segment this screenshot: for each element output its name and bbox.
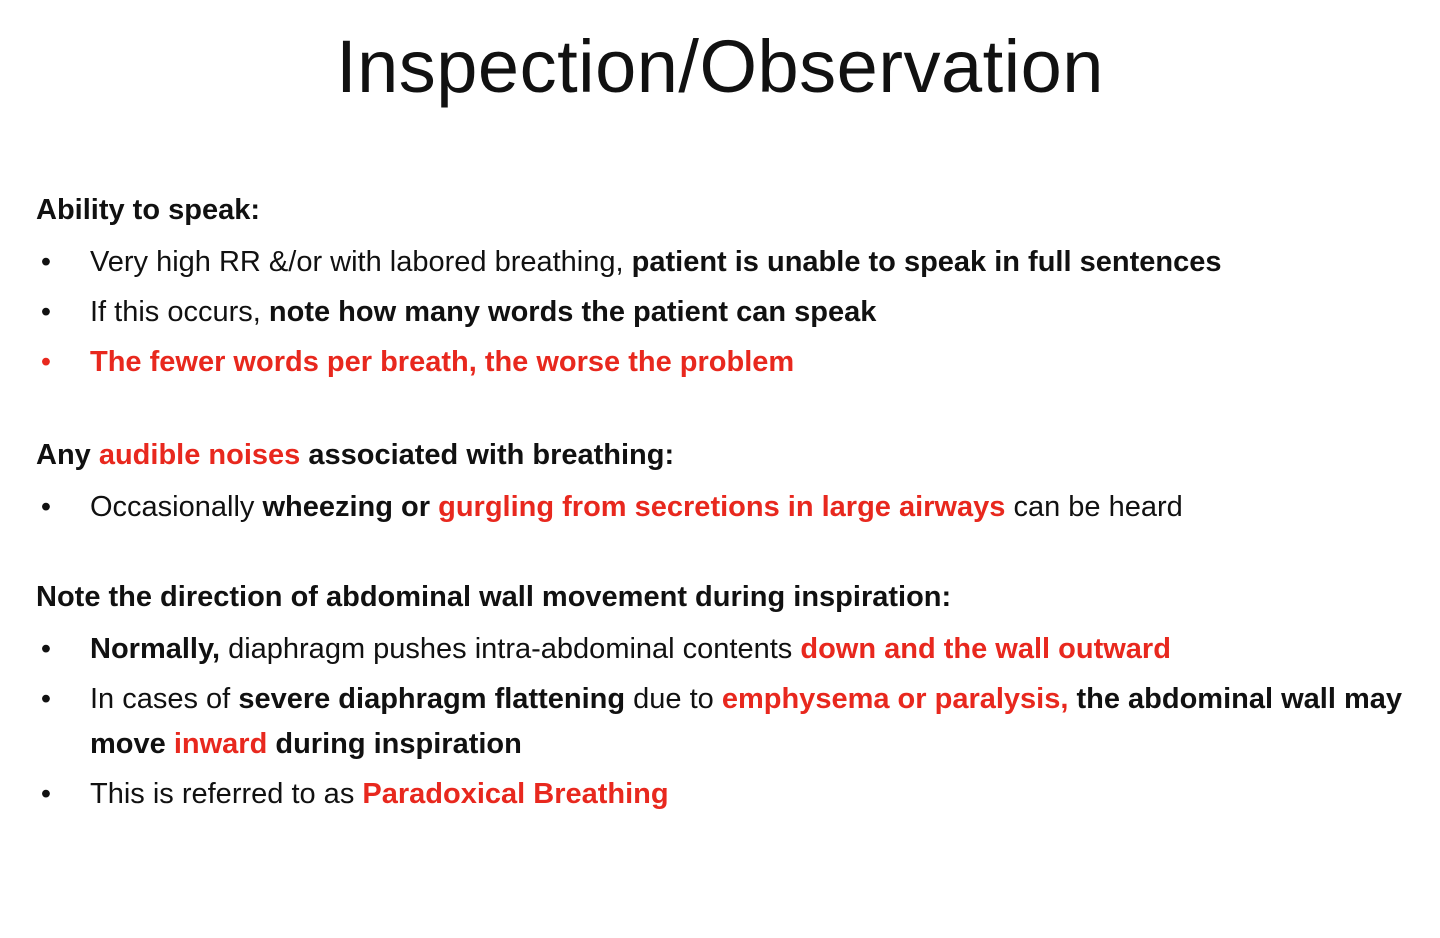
section-heading — [36, 435, 1406, 475]
text-run: Very high RR &/or with labored breathing, — [90, 246, 632, 278]
text-run-bold: during inspiration — [267, 728, 522, 760]
bullet-item — [36, 290, 1406, 335]
text-run-highlight: inward — [173, 728, 268, 760]
heading-run: Any — [36, 439, 99, 471]
text-run-highlight: down and the wall outward — [800, 633, 1171, 665]
text-run-highlight: emphysema or paralysis, — [721, 683, 1069, 715]
heading-run: Ability to speak: — [36, 194, 260, 226]
heading-run: Note the direction of abdominal wall movement during inspiration: — [36, 581, 952, 613]
text-run: can be heard — [1005, 491, 1183, 523]
slide-content — [36, 190, 1406, 822]
text-run-highlight: Paradoxical Breathing — [362, 778, 669, 810]
bullet-dot-icon: • — [40, 778, 52, 810]
section-heading — [36, 190, 1406, 230]
bullet-list — [36, 627, 1406, 817]
text-run: diaphragm pushes intra-abdominal contents — [220, 633, 801, 665]
bullet-dot-icon: • — [40, 633, 52, 665]
text-run-highlight: gurgling from secretions in large airways — [438, 491, 1006, 523]
heading-run: associated with breathing: — [300, 439, 675, 471]
bullet-dot-icon: • — [40, 491, 52, 523]
text-run: If this occurs, — [90, 296, 269, 328]
bullet-dot-icon: • — [40, 346, 52, 378]
heading-run-highlight: audible noises — [98, 439, 301, 471]
section-heading — [36, 577, 1406, 617]
bullet-dot-icon: • — [40, 246, 52, 278]
bullet-item — [36, 485, 1406, 530]
bullet-item — [36, 240, 1406, 285]
bullet-item — [36, 772, 1406, 817]
text-run-bold: wheezing or — [262, 491, 439, 523]
bullet-dot-icon: • — [40, 683, 52, 715]
bullet-dot-icon: • — [40, 296, 52, 328]
text-run-bold: note how many words the patient can speak — [268, 296, 877, 328]
text-run-bold: patient is unable to speak in full sentences — [631, 246, 1222, 278]
text-run: In cases of — [90, 683, 239, 715]
text-run: Occasionally — [90, 491, 263, 523]
text-run: This is referred to as — [90, 778, 363, 810]
section-abdominal-wall — [36, 577, 1406, 817]
text-run-bold: severe diaphragm flattening — [238, 683, 626, 715]
bullet-list — [36, 485, 1406, 530]
text-run: due to — [625, 683, 722, 715]
bullet-item — [36, 627, 1406, 672]
bullet-list — [36, 240, 1406, 385]
section-audible-noises — [36, 435, 1406, 530]
slide-title: Inspection/Observation — [336, 25, 1104, 108]
section-ability-to-speak — [36, 190, 1406, 385]
text-run-bold: the abdominal wall may move — [90, 683, 1403, 760]
text-run-bold: Normally, — [90, 633, 221, 665]
bullet-item — [36, 677, 1406, 767]
bullet-item — [36, 340, 1406, 385]
text-run-highlight: The fewer words per breath, the worse the problem — [90, 346, 795, 378]
